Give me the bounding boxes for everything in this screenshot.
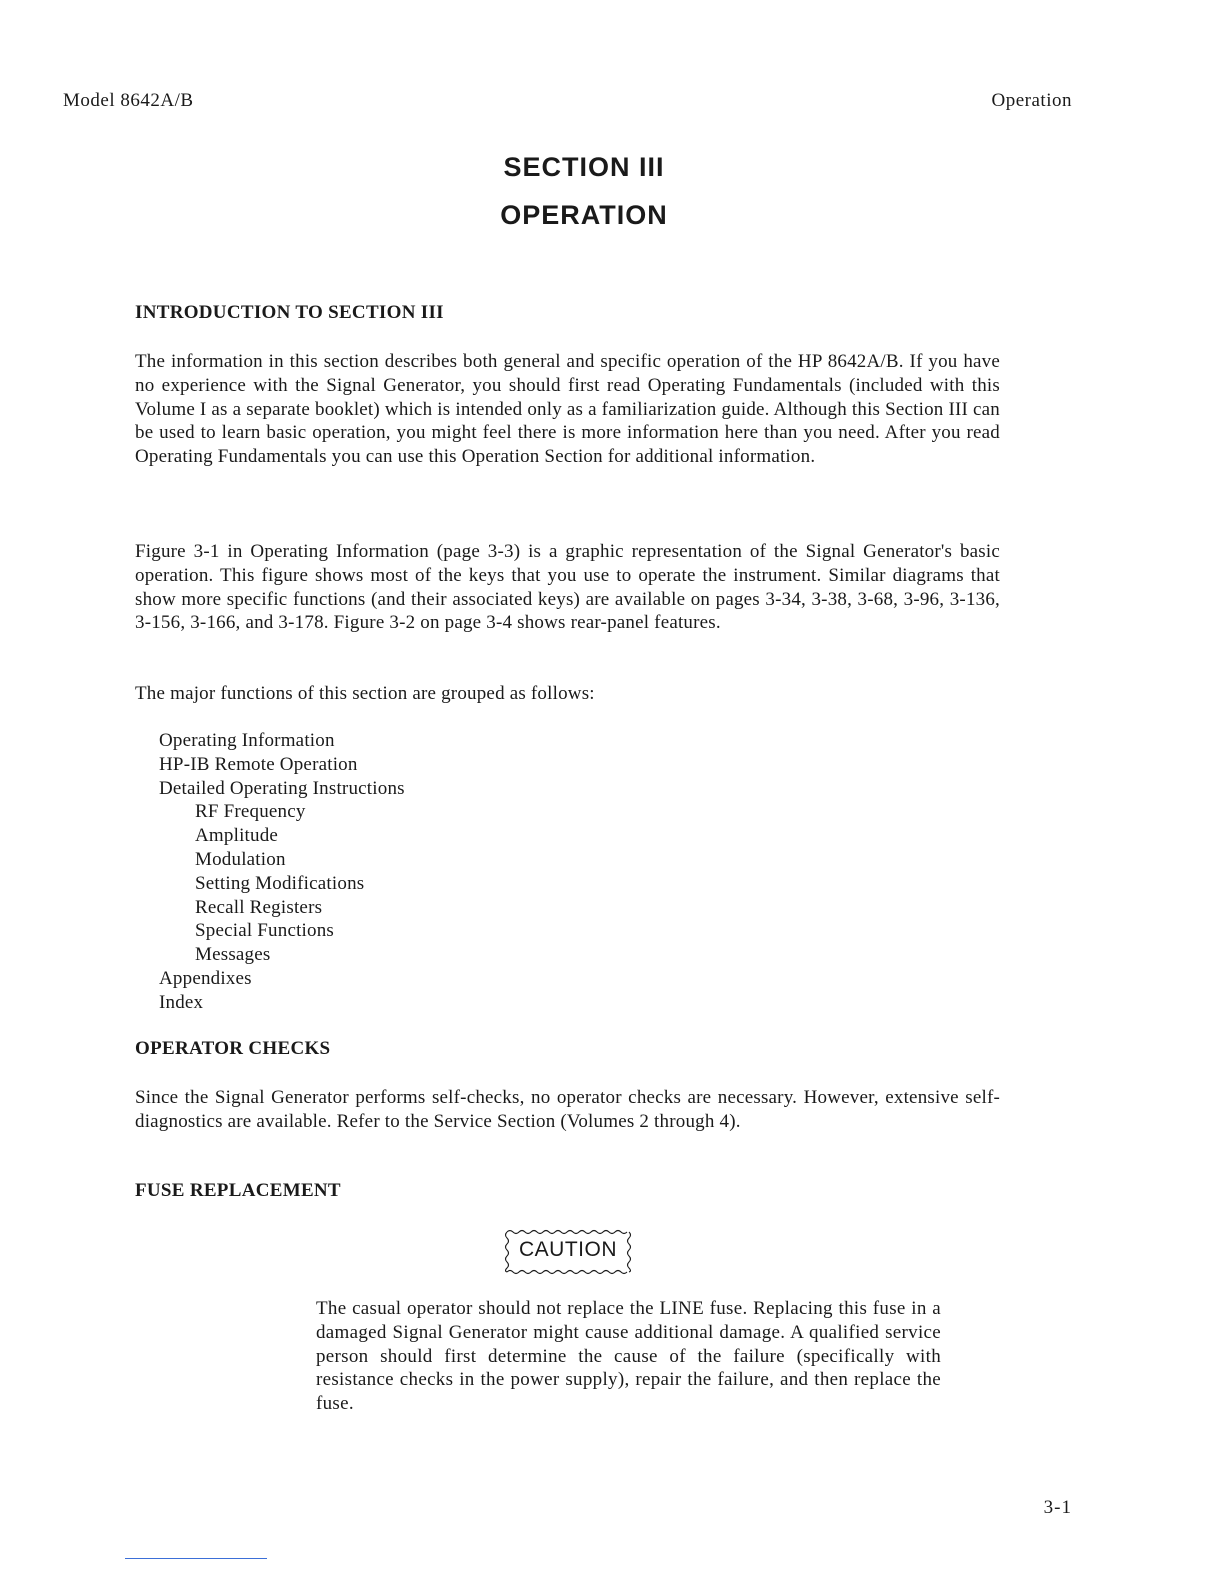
list-item: Operating Information bbox=[159, 730, 335, 751]
list-item: RF Frequency bbox=[195, 801, 306, 823]
list-item: Amplitude bbox=[195, 825, 279, 847]
caution-label: CAUTION bbox=[519, 1238, 617, 1261]
list-item: Index bbox=[159, 991, 204, 1013]
function-list bbox=[159, 729, 405, 1015]
section-number-title: SECTION III bbox=[503, 152, 665, 182]
list-item: HP-IB Remote Operation bbox=[159, 753, 358, 775]
list-item: Special Functions bbox=[195, 920, 335, 942]
operator-checks-heading: OPERATOR CHECKS bbox=[135, 1038, 331, 1059]
header-model: Model 8642A/B bbox=[63, 90, 194, 111]
list-item: Recall Registers bbox=[195, 896, 323, 918]
list-item: Appendixes bbox=[159, 967, 252, 989]
list-item: Modulation bbox=[195, 848, 286, 870]
list-item: Setting Modifications bbox=[195, 872, 365, 894]
list-item: Messages bbox=[195, 944, 271, 966]
intro-paragraph-3: The major functions of this section are grouped as follows: bbox=[135, 683, 595, 704]
caution-paragraph: The casual operator should not replace the LINE fuse. Replacing this fuse in a damaged Signal Generator might cause additional damage. A qualified service person should first determine the cause of the failure (specifically with resistance checks in the power supply), repair the failure, and then replace the fuse. bbox=[316, 1298, 941, 1415]
intro-heading: INTRODUCTION TO SECTION III bbox=[135, 302, 444, 323]
intro-paragraph-2: Figure 3-1 in Operating Information (page 3-3) is a graphic representation of the Signal Generator's basic operation. This figure shows most of the keys that you use to operate the instrument. Similar diagrams that show more specific functions (and their associated keys) are available on pages 3-34, 3-38, 3-68, 3-96, 3-136, 3-156, 3-166, and 3-178. Figure 3-2 on page 3-4 shows rear-panel features. bbox=[135, 541, 1000, 634]
section-name-title: OPERATION bbox=[500, 200, 668, 230]
header-section: Operation bbox=[991, 90, 1072, 111]
page-number: 3-1 bbox=[1043, 1497, 1072, 1518]
list-item: Detailed Operating Instructions bbox=[159, 777, 405, 799]
operator-checks-paragraph: Since the Signal Generator performs self-checks, no operator checks are necessary. However, extensive self-diagnostics are available. Refer to the Service Section (Volumes 2 through 4). bbox=[135, 1087, 1000, 1132]
caution-box bbox=[503, 1229, 633, 1275]
intro-paragraph-1: The information in this section describes both general and specific operation of the HP 8642A/B. If you have no experience with the Signal Generator, you should first read Operating Fundamentals (included with this Volume I as a separate booklet) which is intended only as a familiarization guide. Although this Section III can be used to learn basic operation, you might feel there is more information here than you need. After you read Operating Fundamentals you can use this Operation Section for additional information. bbox=[135, 351, 1000, 468]
footer-divider bbox=[125, 1558, 267, 1559]
fuse-replacement-heading: FUSE REPLACEMENT bbox=[135, 1180, 341, 1201]
